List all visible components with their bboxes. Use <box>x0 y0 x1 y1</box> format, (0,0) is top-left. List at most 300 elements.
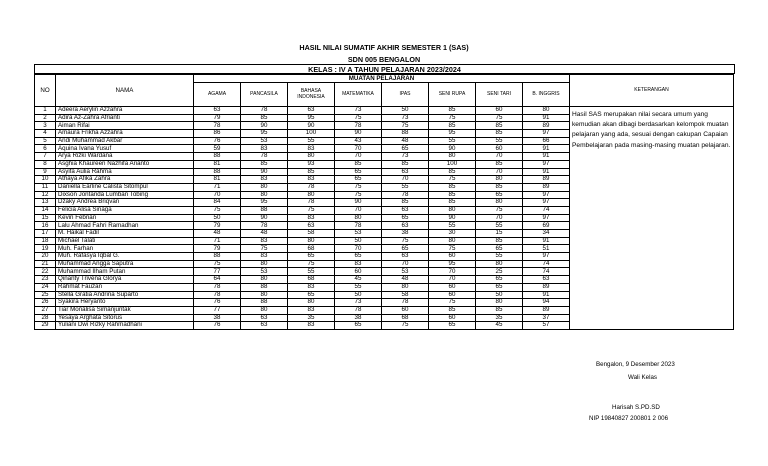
score-cell: 85 <box>335 160 382 168</box>
score-cell: 95 <box>288 114 335 122</box>
score-cell: 63 <box>523 276 570 284</box>
score-cell: 65 <box>335 168 382 176</box>
score-cell: 83 <box>241 253 288 261</box>
score-cell: 85 <box>241 160 288 168</box>
score-cell: 88 <box>241 283 288 291</box>
score-cell: 63 <box>241 314 288 322</box>
score-cell: 90 <box>335 130 382 138</box>
row-number: 23 <box>35 276 56 284</box>
score-cell: 55 <box>288 137 335 145</box>
score-cell: 73 <box>382 114 429 122</box>
score-cell: 68 <box>382 314 429 322</box>
score-cell: 85 <box>429 306 476 314</box>
score-cell: 84 <box>194 199 241 207</box>
score-cell: 70 <box>335 145 382 153</box>
score-cell: 50 <box>382 107 429 115</box>
score-cell: 85 <box>476 306 523 314</box>
row-number: 3 <box>35 122 56 130</box>
score-cell: 53 <box>382 268 429 276</box>
row-number: 24 <box>35 283 56 291</box>
row-number: 22 <box>35 268 56 276</box>
score-cell: 80 <box>476 299 523 307</box>
student-name: Muh. Rafasya Iqbal G. <box>56 253 194 261</box>
score-cell: 73 <box>382 153 429 161</box>
score-cell: 80 <box>523 107 570 115</box>
row-number: 12 <box>35 191 56 199</box>
student-name: Andi Muhammad Akbar <box>56 137 194 145</box>
score-cell: 80 <box>241 183 288 191</box>
score-cell: 75 <box>288 206 335 214</box>
score-cell: 65 <box>335 253 382 261</box>
row-number: 11 <box>35 183 56 191</box>
score-cell: 83 <box>288 322 335 330</box>
score-cell: 95 <box>429 260 476 268</box>
score-cell: 91 <box>523 153 570 161</box>
score-cell: 63 <box>194 107 241 115</box>
score-cell: 70 <box>476 214 523 222</box>
score-cell: 77 <box>194 306 241 314</box>
score-cell: 80 <box>241 291 288 299</box>
score-cell: 38 <box>382 230 429 238</box>
score-cell: 50 <box>335 291 382 299</box>
score-cell: 71 <box>194 183 241 191</box>
score-cell: 85 <box>429 107 476 115</box>
student-name: Aquina Ivana Yusuf <box>56 145 194 153</box>
score-cell: 80 <box>241 191 288 199</box>
student-name: Tiar Monalisa Simanjuntak <box>56 306 194 314</box>
score-cell: 59 <box>194 145 241 153</box>
score-cell: 76 <box>194 137 241 145</box>
score-cell: 65 <box>335 322 382 330</box>
score-cell: 63 <box>382 206 429 214</box>
score-cell: 58 <box>382 291 429 299</box>
score-cell: 58 <box>288 230 335 238</box>
score-cell: 45 <box>476 322 523 330</box>
score-cell: 78 <box>382 191 429 199</box>
score-cell: 70 <box>335 206 382 214</box>
score-cell: 83 <box>288 283 335 291</box>
keterangan-text: Hasil SAS merupakan nilai secara umum yang kemudian akan dibagi berdasarkan kelompok muatan pelajaran yang ada, sesuai dengan cakupan Capaian Pembelajaran pada masing-masing muatan pelajaran. <box>572 111 731 149</box>
row-number: 25 <box>35 291 56 299</box>
score-cell: 85 <box>429 122 476 130</box>
score-cell: 88 <box>194 153 241 161</box>
score-cell: 55 <box>429 137 476 145</box>
student-name: Felicia Alisa Sinaga <box>56 206 194 214</box>
student-name: Asghia Khaureen Nazhifa Arianto <box>56 160 194 168</box>
score-cell: 80 <box>288 237 335 245</box>
score-cell: 75 <box>382 237 429 245</box>
score-cell: 79 <box>194 245 241 253</box>
student-name: Amaura Frikha Azzahra <box>56 130 194 138</box>
score-cell: 37 <box>523 314 570 322</box>
row-number: 20 <box>35 253 56 261</box>
grades-table <box>34 74 734 330</box>
student-name: Dixson Jontarida Lumban Tobing <box>56 191 194 199</box>
score-cell: 89 <box>523 122 570 130</box>
score-cell: 80 <box>335 214 382 222</box>
score-cell: 50 <box>194 214 241 222</box>
score-cell: 53 <box>241 268 288 276</box>
student-name: Aiman Rifai <box>56 122 194 130</box>
row-number: 18 <box>35 237 56 245</box>
student-name: Adira Az-Zahra Afrianti <box>56 114 194 122</box>
score-cell: 75 <box>429 176 476 184</box>
score-cell: 78 <box>241 153 288 161</box>
score-cell: 88 <box>194 253 241 261</box>
row-number: 14 <box>35 206 56 214</box>
student-name: Qinanty Trivena Glorya <box>56 276 194 284</box>
score-cell: 70 <box>429 268 476 276</box>
score-cell: 75 <box>335 114 382 122</box>
score-cell: 97 <box>523 214 570 222</box>
score-cell: 89 <box>523 183 570 191</box>
score-cell: 78 <box>194 122 241 130</box>
score-cell: 75 <box>194 260 241 268</box>
col-matematika-header: MATEMATIKA <box>335 83 382 107</box>
score-cell: 80 <box>429 237 476 245</box>
student-name: Michael Talati <box>56 237 194 245</box>
score-cell: 81 <box>194 176 241 184</box>
score-cell: 91 <box>523 168 570 176</box>
score-cell: 25 <box>476 268 523 276</box>
student-name: Arya Rizki Wardana <box>56 153 194 161</box>
subject-group-header: MUATAN PELAJARAN <box>194 75 570 83</box>
score-cell: 48 <box>194 230 241 238</box>
row-number: 17 <box>35 230 56 238</box>
score-cell: 70 <box>335 153 382 161</box>
score-cell: 48 <box>382 137 429 145</box>
score-cell: 63 <box>382 222 429 230</box>
score-cell: 85 <box>382 160 429 168</box>
score-cell: 85 <box>476 183 523 191</box>
row-number: 10 <box>35 176 56 184</box>
student-name: Yuliani Dwi Rizky Rahmadhani <box>56 322 194 330</box>
score-cell: 55 <box>288 268 335 276</box>
row-number: 19 <box>35 245 56 253</box>
row-number: 27 <box>35 306 56 314</box>
score-cell: 70 <box>335 245 382 253</box>
score-cell: 90 <box>241 214 288 222</box>
col-seni-rupa-header: SENI RUPA <box>429 83 476 107</box>
report-title: HASIL NILAI SUMATIF AKHIR SEMESTER 1 (SAS) <box>299 43 469 52</box>
row-number: 21 <box>35 260 56 268</box>
score-cell: 78 <box>382 299 429 307</box>
score-cell: 65 <box>382 145 429 153</box>
score-cell: 85 <box>429 183 476 191</box>
score-cell: 95 <box>429 130 476 138</box>
score-cell: 75 <box>241 245 288 253</box>
class-banner: KELAS : IV A TAHUN PELAJARAN 2023/2024 <box>34 64 735 74</box>
score-cell: 48 <box>241 230 288 238</box>
score-cell: 78 <box>335 306 382 314</box>
score-cell: 55 <box>335 283 382 291</box>
score-cell: 69 <box>523 222 570 230</box>
score-cell: 83 <box>288 306 335 314</box>
row-number: 29 <box>35 322 56 330</box>
score-cell: 97 <box>523 160 570 168</box>
score-cell: 71 <box>194 237 241 245</box>
score-cell: 48 <box>382 276 429 284</box>
score-cell: 74 <box>523 268 570 276</box>
score-cell: 90 <box>288 122 335 130</box>
row-number: 8 <box>35 160 56 168</box>
student-name: Muhammad Ilham Putan <box>56 268 194 276</box>
score-cell: 75 <box>476 206 523 214</box>
signature-nip: NIP 19840827 200801 2 006 <box>589 415 669 422</box>
row-number: 7 <box>35 153 56 161</box>
score-cell: 80 <box>476 260 523 268</box>
score-cell: 68 <box>288 276 335 284</box>
score-cell: 55 <box>429 222 476 230</box>
score-cell: 75 <box>429 114 476 122</box>
score-cell: 80 <box>476 199 523 207</box>
score-cell: 78 <box>241 222 288 230</box>
score-cell: 68 <box>288 245 335 253</box>
col-keterangan-header: KETERANGAN <box>570 75 734 107</box>
score-cell: 80 <box>476 176 523 184</box>
score-cell: 85 <box>476 237 523 245</box>
score-cell: 34 <box>523 230 570 238</box>
score-cell: 85 <box>476 160 523 168</box>
score-cell: 30 <box>429 230 476 238</box>
score-cell: 75 <box>335 191 382 199</box>
score-cell: 90 <box>429 214 476 222</box>
score-cell: 97 <box>523 199 570 207</box>
row-number: 13 <box>35 199 56 207</box>
row-number: 16 <box>35 222 56 230</box>
score-cell: 60 <box>476 107 523 115</box>
score-cell: 91 <box>523 237 570 245</box>
score-cell: 89 <box>523 283 570 291</box>
score-cell: 85 <box>476 122 523 130</box>
score-cell: 79 <box>194 222 241 230</box>
score-cell: 76 <box>194 322 241 330</box>
score-cell: 74 <box>523 206 570 214</box>
col-agama-header: AGAMA <box>194 83 241 107</box>
row-number: 9 <box>35 168 56 176</box>
col-b-inggris-header: B. INGGRIS <box>523 83 570 107</box>
row-number: 15 <box>35 214 56 222</box>
score-cell: 85 <box>382 199 429 207</box>
row-number: 26 <box>35 299 56 307</box>
col-ipas-header: IPAS <box>382 83 429 107</box>
score-cell: 53 <box>241 137 288 145</box>
score-cell: 83 <box>241 176 288 184</box>
score-cell: 90 <box>241 122 288 130</box>
student-name: Stella Gratia Andrina Suparto <box>56 291 194 299</box>
student-name: Dzaky Andrea Briqvan <box>56 199 194 207</box>
score-cell: 63 <box>382 168 429 176</box>
score-cell: 78 <box>194 283 241 291</box>
score-cell: 63 <box>241 322 288 330</box>
score-cell: 86 <box>194 130 241 138</box>
signature-role: Wali Kelas <box>628 374 657 381</box>
row-number: 5 <box>35 137 56 145</box>
score-cell: 63 <box>288 222 335 230</box>
score-cell: 78 <box>335 122 382 130</box>
score-cell: 89 <box>523 306 570 314</box>
score-cell: 78 <box>241 107 288 115</box>
score-cell: 60 <box>429 314 476 322</box>
score-cell: 53 <box>335 230 382 238</box>
score-cell: 55 <box>382 183 429 191</box>
score-cell: 70 <box>382 176 429 184</box>
score-cell: 75 <box>382 122 429 130</box>
score-cell: 78 <box>288 183 335 191</box>
score-cell: 66 <box>523 137 570 145</box>
score-cell: 100 <box>429 160 476 168</box>
student-name: Lalu Ahmad Fahri Ramadhan <box>56 222 194 230</box>
score-cell: 85 <box>476 130 523 138</box>
student-name: Rahmat Fauzan <box>56 283 194 291</box>
score-cell: 38 <box>335 314 382 322</box>
score-cell: 70 <box>382 260 429 268</box>
score-cell: 80 <box>288 153 335 161</box>
col-bahasa-indonesia-header: BAHASA INDONESIA <box>288 83 335 107</box>
score-cell: 70 <box>476 168 523 176</box>
score-cell: 55 <box>476 253 523 261</box>
score-cell: 91 <box>523 114 570 122</box>
score-cell: 60 <box>429 283 476 291</box>
score-cell: 75 <box>382 322 429 330</box>
score-cell: 91 <box>523 145 570 153</box>
score-cell: 75 <box>288 260 335 268</box>
score-cell: 94 <box>523 299 570 307</box>
score-cell: 97 <box>523 191 570 199</box>
score-cell: 90 <box>241 168 288 176</box>
score-cell: 85 <box>429 168 476 176</box>
score-cell: 65 <box>288 253 335 261</box>
score-cell: 80 <box>382 283 429 291</box>
score-cell: 65 <box>429 322 476 330</box>
score-cell: 76 <box>194 299 241 307</box>
score-cell: 97 <box>523 253 570 261</box>
score-cell: 60 <box>476 145 523 153</box>
score-cell: 77 <box>194 268 241 276</box>
score-cell: 50 <box>476 291 523 299</box>
score-cell: 85 <box>429 199 476 207</box>
student-name: Muhammad Angga Saputra <box>56 260 194 268</box>
score-cell: 65 <box>476 276 523 284</box>
student-name: Asyifa Aulia Rahma <box>56 168 194 176</box>
col-seni-tari-header: SENI TARI <box>476 83 523 107</box>
student-name: Adeera Aerylin Azzahra <box>56 107 194 115</box>
score-cell: 80 <box>429 153 476 161</box>
score-cell: 70 <box>194 191 241 199</box>
score-cell: 60 <box>382 306 429 314</box>
col-name-header: NAMA <box>56 75 194 107</box>
score-cell: 70 <box>476 153 523 161</box>
score-cell: 78 <box>194 291 241 299</box>
student-name: Kevin Febrian <box>56 214 194 222</box>
score-cell: 88 <box>382 130 429 138</box>
score-cell: 65 <box>335 176 382 184</box>
score-cell: 74 <box>523 260 570 268</box>
score-cell: 38 <box>194 314 241 322</box>
score-cell: 89 <box>523 176 570 184</box>
score-cell: 80 <box>241 260 288 268</box>
score-cell: 78 <box>288 199 335 207</box>
score-cell: 35 <box>476 314 523 322</box>
keterangan-cell <box>570 107 734 330</box>
score-cell: 63 <box>382 253 429 261</box>
score-cell: 75 <box>194 206 241 214</box>
score-cell: 65 <box>476 191 523 199</box>
score-cell: 85 <box>241 114 288 122</box>
score-cell: 85 <box>429 191 476 199</box>
score-cell: 75 <box>335 183 382 191</box>
student-name: Muh. Farhan <box>56 245 194 253</box>
score-cell: 83 <box>241 237 288 245</box>
school-name: SDN 005 BENGALON <box>347 55 421 64</box>
student-name: Yesaya Arghata Sitorus <box>56 314 194 322</box>
score-cell: 95 <box>241 130 288 138</box>
score-cell: 51 <box>523 245 570 253</box>
score-cell: 57 <box>523 322 570 330</box>
row-number: 1 <box>35 107 56 115</box>
score-cell: 43 <box>335 137 382 145</box>
student-name: Syakira Heryanto <box>56 299 194 307</box>
score-cell: 83 <box>335 260 382 268</box>
score-cell: 88 <box>241 299 288 307</box>
col-no-header: NO <box>35 75 56 107</box>
score-cell: 65 <box>288 291 335 299</box>
signature-place-date: Bengalon, 9 Desember 2023 <box>596 361 675 368</box>
student-name: Daniella Earline Calista Sitompul <box>56 183 194 191</box>
score-cell: 75 <box>429 245 476 253</box>
score-cell: 80 <box>241 306 288 314</box>
score-cell: 85 <box>288 168 335 176</box>
score-cell: 81 <box>194 160 241 168</box>
row-number: 4 <box>35 130 56 138</box>
score-cell: 78 <box>335 222 382 230</box>
score-cell: 88 <box>194 168 241 176</box>
score-cell: 88 <box>241 206 288 214</box>
score-cell: 80 <box>429 206 476 214</box>
score-cell: 80 <box>241 276 288 284</box>
score-cell: 90 <box>429 145 476 153</box>
score-cell: 75 <box>429 299 476 307</box>
score-cell: 64 <box>194 276 241 284</box>
score-cell: 83 <box>288 145 335 153</box>
score-cell: 95 <box>241 199 288 207</box>
score-cell: 60 <box>429 291 476 299</box>
row-number: 2 <box>35 114 56 122</box>
score-cell: 91 <box>523 291 570 299</box>
score-cell: 60 <box>429 253 476 261</box>
score-cell: 83 <box>241 145 288 153</box>
score-cell: 65 <box>382 245 429 253</box>
score-cell: 90 <box>335 199 382 207</box>
score-cell: 63 <box>288 107 335 115</box>
score-cell: 83 <box>288 176 335 184</box>
score-cell: 65 <box>476 283 523 291</box>
row-number: 6 <box>35 145 56 153</box>
signature-name: Harisah S.PD.SD <box>612 404 660 411</box>
score-cell: 55 <box>476 222 523 230</box>
table-row <box>35 107 734 115</box>
score-cell: 50 <box>335 237 382 245</box>
col-pancasila-header: PANCASILA <box>241 83 288 107</box>
score-cell: 97 <box>523 130 570 138</box>
student-name: M. Haikal Fadil <box>56 230 194 238</box>
score-cell: 100 <box>288 130 335 138</box>
score-cell: 65 <box>382 214 429 222</box>
row-number: 28 <box>35 314 56 322</box>
score-cell: 60 <box>335 268 382 276</box>
student-name: Athaya Afika Zahra <box>56 176 194 184</box>
score-cell: 93 <box>288 160 335 168</box>
